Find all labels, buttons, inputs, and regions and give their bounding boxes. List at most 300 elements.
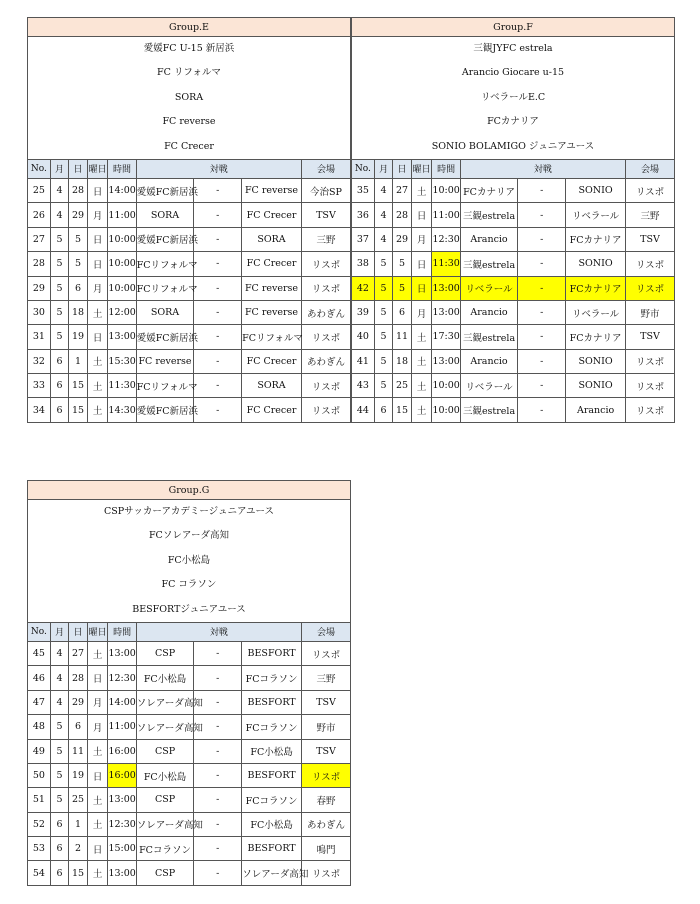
- match-no: 42: [352, 276, 375, 300]
- col-header-weekday: 曜日: [87, 622, 108, 641]
- match-month: 5: [50, 227, 68, 251]
- match-no: 28: [28, 252, 51, 276]
- home-team: FC小松島: [136, 666, 194, 690]
- table-row: [28, 788, 351, 812]
- match-no: 32: [28, 349, 51, 373]
- match-weekday: 日: [87, 837, 108, 861]
- match-month: 4: [50, 690, 68, 714]
- team-name: SONIO BOLAMIGO ジュニアユース: [431, 140, 595, 152]
- match-no: 29: [28, 276, 51, 300]
- match-month: 4: [50, 178, 68, 202]
- match-month: 5: [374, 276, 392, 300]
- match-weekday: 土: [411, 178, 432, 202]
- col-header-day: 日: [69, 159, 87, 178]
- home-team: Arancio: [460, 300, 518, 324]
- match-weekday: 土: [87, 739, 108, 763]
- match-no: 53: [28, 837, 51, 861]
- match-no: 36: [352, 203, 375, 227]
- team-name: FCカナリア: [487, 116, 539, 128]
- table-row: [352, 300, 675, 324]
- vs-separator: -: [194, 666, 242, 690]
- match-time: 13:00: [108, 861, 136, 885]
- match-no: 51: [28, 788, 51, 812]
- table-row: [28, 739, 351, 763]
- home-team: 愛媛FC新居浜: [136, 325, 194, 349]
- away-team: ソレアーダ高知: [242, 861, 302, 885]
- match-time: 17:30: [432, 325, 460, 349]
- home-team: CSP: [136, 788, 194, 812]
- match-time: 14:00: [108, 690, 136, 714]
- away-team: SORA: [242, 227, 302, 251]
- col-header-month: 月: [374, 159, 392, 178]
- vs-separator: -: [518, 252, 566, 276]
- match-time: 10:00: [432, 178, 460, 202]
- col-header-time: 時間: [108, 159, 136, 178]
- away-team: リベラール: [566, 203, 626, 227]
- col-header-time: 時間: [108, 622, 136, 641]
- match-no: 45: [28, 641, 51, 665]
- match-time: 14:00: [108, 178, 136, 202]
- away-team: SONIO: [566, 252, 626, 276]
- match-day: 28: [69, 666, 87, 690]
- col-header-day: 日: [69, 622, 87, 641]
- match-weekday: 月: [87, 715, 108, 739]
- away-team: FC reverse: [242, 178, 302, 202]
- table-row: [28, 276, 351, 300]
- table-row: [352, 227, 675, 251]
- team-list: [352, 37, 675, 160]
- home-team: CSP: [136, 641, 194, 665]
- away-team: Arancio: [566, 398, 626, 422]
- match-no: 52: [28, 812, 51, 836]
- match-time: 16:00: [108, 739, 136, 763]
- home-team: リベラール: [460, 276, 518, 300]
- table-row: [352, 325, 675, 349]
- match-month: 5: [374, 349, 392, 373]
- vs-separator: -: [518, 325, 566, 349]
- match-time: 10:00: [108, 252, 136, 276]
- away-team: FC小松島: [242, 739, 302, 763]
- match-weekday: 土: [87, 788, 108, 812]
- match-no: 25: [28, 178, 51, 202]
- match-venue: あわぎん: [301, 300, 350, 324]
- table-row: [352, 398, 675, 422]
- match-weekday: 土: [87, 300, 108, 324]
- match-no: 34: [28, 398, 51, 422]
- away-team: SONIO: [566, 349, 626, 373]
- match-month: 4: [50, 203, 68, 227]
- home-team: リベラール: [460, 374, 518, 398]
- match-venue: 春野: [301, 788, 350, 812]
- team-name: Arancio Giocare u-15: [461, 67, 565, 79]
- match-weekday: 土: [87, 398, 108, 422]
- away-team: FC reverse: [242, 300, 302, 324]
- match-weekday: 月: [411, 300, 432, 324]
- vs-separator: -: [194, 325, 242, 349]
- home-team: ソレアーダ高知: [136, 715, 194, 739]
- match-day: 15: [69, 398, 87, 422]
- home-team: 三観estrela: [460, 398, 518, 422]
- match-no: 46: [28, 666, 51, 690]
- match-day: 1: [69, 812, 87, 836]
- vs-separator: -: [194, 349, 242, 373]
- match-weekday: 日: [411, 276, 432, 300]
- match-day: 15: [393, 398, 411, 422]
- match-day: 15: [69, 374, 87, 398]
- match-no: 38: [352, 252, 375, 276]
- match-day: 15: [69, 861, 87, 885]
- vs-separator: -: [194, 203, 242, 227]
- match-no: 31: [28, 325, 51, 349]
- match-time: 16:00: [108, 763, 136, 787]
- away-team: BESFORT: [242, 641, 302, 665]
- match-month: 4: [374, 227, 392, 251]
- match-no: 30: [28, 300, 51, 324]
- table-row: [28, 300, 351, 324]
- home-team: ソレアーダ高知: [136, 690, 194, 714]
- match-venue: リスポ: [301, 861, 350, 885]
- vs-separator: -: [194, 763, 242, 787]
- group-e-table: [27, 17, 351, 423]
- match-day: 5: [69, 227, 87, 251]
- table-row: [28, 398, 351, 422]
- match-venue: 野市: [301, 715, 350, 739]
- col-header-no: No.: [28, 622, 51, 641]
- col-header-match: 対戦: [460, 159, 625, 178]
- match-weekday: 土: [411, 325, 432, 349]
- match-month: 6: [50, 837, 68, 861]
- vs-separator: -: [194, 812, 242, 836]
- home-team: CSP: [136, 861, 194, 885]
- match-time: 15:30: [108, 349, 136, 373]
- match-venue: リスポ: [301, 374, 350, 398]
- match-day: 19: [69, 325, 87, 349]
- match-venue: TSV: [625, 325, 674, 349]
- vs-separator: -: [194, 861, 242, 885]
- away-team: BESFORT: [242, 763, 302, 787]
- match-day: 11: [393, 325, 411, 349]
- match-month: 6: [50, 349, 68, 373]
- match-no: 39: [352, 300, 375, 324]
- team-name: リベラールE.C: [480, 91, 546, 103]
- match-weekday: 日: [87, 325, 108, 349]
- match-month: 5: [374, 325, 392, 349]
- col-header-weekday: 曜日: [87, 159, 108, 178]
- vs-separator: -: [518, 203, 566, 227]
- vs-separator: -: [194, 300, 242, 324]
- match-day: 28: [393, 203, 411, 227]
- table-row: [28, 641, 351, 665]
- col-header-no: No.: [352, 159, 375, 178]
- match-month: 5: [50, 763, 68, 787]
- match-weekday: 日: [87, 666, 108, 690]
- match-no: 37: [352, 227, 375, 251]
- table-row: [28, 812, 351, 836]
- team-name: 三観JYFC estrela: [473, 43, 553, 54]
- match-no: 41: [352, 349, 375, 373]
- match-venue: リスポ: [625, 398, 674, 422]
- vs-separator: -: [194, 227, 242, 251]
- team-name: FC reverse: [162, 116, 216, 128]
- team-name: FC Crecer: [164, 140, 214, 152]
- table-row: [352, 252, 675, 276]
- home-team: FC小松島: [136, 763, 194, 787]
- match-time: 12:30: [432, 227, 460, 251]
- away-team: FC Crecer: [242, 203, 302, 227]
- away-team: FCコラソン: [242, 715, 302, 739]
- match-month: 6: [50, 398, 68, 422]
- group-g-table: [27, 480, 351, 886]
- match-weekday: 土: [87, 349, 108, 373]
- match-day: 29: [69, 203, 87, 227]
- match-venue: リスポ: [625, 178, 674, 202]
- team-name: BESFORTジュニアユース: [132, 603, 246, 615]
- match-venue: 野市: [625, 300, 674, 324]
- table-row: [28, 227, 351, 251]
- match-no: 43: [352, 374, 375, 398]
- away-team: FCリフォルマ: [242, 325, 302, 349]
- table-row: [28, 763, 351, 787]
- home-team: FC reverse: [136, 349, 194, 373]
- match-time: 13:00: [108, 641, 136, 665]
- group-title: Group.G: [28, 481, 351, 500]
- vs-separator: -: [518, 227, 566, 251]
- vs-separator: -: [194, 398, 242, 422]
- match-time: 13:00: [432, 276, 460, 300]
- match-no: 26: [28, 203, 51, 227]
- away-team: FCカナリア: [566, 227, 626, 251]
- home-team: FCコラソン: [136, 837, 194, 861]
- away-team: FCコラソン: [242, 788, 302, 812]
- match-day: 6: [69, 276, 87, 300]
- match-weekday: 日: [87, 227, 108, 251]
- match-month: 5: [374, 374, 392, 398]
- match-no: 27: [28, 227, 51, 251]
- home-team: 三観estrela: [460, 252, 518, 276]
- match-month: 5: [50, 325, 68, 349]
- match-venue: 鳴門: [301, 837, 350, 861]
- match-no: 40: [352, 325, 375, 349]
- vs-separator: -: [194, 641, 242, 665]
- match-no: 54: [28, 861, 51, 885]
- match-day: 5: [69, 252, 87, 276]
- match-weekday: 日: [87, 178, 108, 202]
- match-month: 6: [50, 861, 68, 885]
- home-team: CSP: [136, 739, 194, 763]
- match-time: 11:30: [432, 252, 460, 276]
- match-venue: リスポ: [625, 252, 674, 276]
- home-team: 愛媛FC新居浜: [136, 398, 194, 422]
- match-day: 2: [69, 837, 87, 861]
- match-day: 29: [69, 690, 87, 714]
- match-time: 11:00: [108, 203, 136, 227]
- match-venue: あわぎん: [301, 812, 350, 836]
- away-team: リベラール: [566, 300, 626, 324]
- col-header-venue: 会場: [625, 159, 674, 178]
- col-header-month: 月: [50, 159, 68, 178]
- match-time: 14:30: [108, 398, 136, 422]
- match-month: 4: [50, 666, 68, 690]
- match-venue: 今治SP: [301, 178, 350, 202]
- match-venue: リスポ: [301, 763, 350, 787]
- match-time: 10:00: [108, 276, 136, 300]
- table-row: [352, 178, 675, 202]
- group-title: Group.E: [28, 18, 351, 37]
- home-team: 愛媛FC新居浜: [136, 178, 194, 202]
- home-team: FCリフォルマ: [136, 374, 194, 398]
- match-weekday: 月: [87, 203, 108, 227]
- match-venue: 三野: [301, 227, 350, 251]
- match-month: 5: [50, 788, 68, 812]
- match-month: 4: [374, 203, 392, 227]
- vs-separator: -: [518, 276, 566, 300]
- match-day: 1: [69, 349, 87, 373]
- match-month: 5: [50, 739, 68, 763]
- match-day: 25: [393, 374, 411, 398]
- match-venue: リスポ: [625, 276, 674, 300]
- match-time: 15:00: [108, 837, 136, 861]
- match-month: 6: [374, 398, 392, 422]
- match-venue: リスポ: [301, 641, 350, 665]
- table-row: [28, 666, 351, 690]
- vs-separator: -: [194, 715, 242, 739]
- vs-separator: -: [518, 398, 566, 422]
- vs-separator: -: [518, 349, 566, 373]
- table-row: [28, 325, 351, 349]
- vs-separator: -: [194, 739, 242, 763]
- match-weekday: 日: [411, 252, 432, 276]
- team-name: CSPサッカーアカデミージュニアユース: [103, 506, 275, 517]
- match-venue: 三野: [301, 666, 350, 690]
- match-time: 12:30: [108, 666, 136, 690]
- col-header-month: 月: [50, 622, 68, 641]
- match-time: 10:00: [432, 374, 460, 398]
- home-team: 三観estrela: [460, 203, 518, 227]
- home-team: Arancio: [460, 349, 518, 373]
- vs-separator: -: [194, 690, 242, 714]
- team-name: 愛媛FC U-15 新居浜: [143, 43, 235, 54]
- match-month: 6: [50, 374, 68, 398]
- home-team: FCカナリア: [460, 178, 518, 202]
- home-team: 愛媛FC新居浜: [136, 227, 194, 251]
- vs-separator: -: [194, 788, 242, 812]
- match-weekday: 月: [87, 690, 108, 714]
- match-weekday: 土: [411, 398, 432, 422]
- match-venue: 三野: [625, 203, 674, 227]
- match-venue: リスポ: [301, 276, 350, 300]
- col-header-match: 対戦: [136, 159, 301, 178]
- col-header-match: 対戦: [136, 622, 301, 641]
- match-day: 5: [393, 276, 411, 300]
- match-day: 19: [69, 763, 87, 787]
- match-venue: TSV: [625, 227, 674, 251]
- team-name: FC コラソン: [161, 579, 217, 591]
- vs-separator: -: [518, 178, 566, 202]
- match-month: 5: [50, 715, 68, 739]
- vs-separator: -: [194, 178, 242, 202]
- match-time: 10:00: [432, 398, 460, 422]
- col-header-time: 時間: [432, 159, 460, 178]
- match-venue: リスポ: [301, 325, 350, 349]
- home-team: SORA: [136, 203, 194, 227]
- table-row: [28, 349, 351, 373]
- match-day: 5: [393, 252, 411, 276]
- home-team: Arancio: [460, 227, 518, 251]
- team-name: FC リフォルマ: [157, 67, 221, 79]
- match-month: 5: [50, 252, 68, 276]
- match-time: 11:30: [108, 374, 136, 398]
- match-day: 25: [69, 788, 87, 812]
- match-no: 35: [352, 178, 375, 202]
- vs-separator: -: [194, 252, 242, 276]
- match-weekday: 月: [411, 227, 432, 251]
- match-time: 13:00: [108, 325, 136, 349]
- match-month: 5: [374, 252, 392, 276]
- match-day: 18: [69, 300, 87, 324]
- match-day: 29: [393, 227, 411, 251]
- col-header-venue: 会場: [301, 159, 350, 178]
- away-team: FC Crecer: [242, 349, 302, 373]
- match-month: 5: [374, 300, 392, 324]
- away-team: FC小松島: [242, 812, 302, 836]
- vs-separator: -: [194, 276, 242, 300]
- match-no: 50: [28, 763, 51, 787]
- match-weekday: 日: [87, 763, 108, 787]
- col-header-day: 日: [393, 159, 411, 178]
- home-team: ソレアーダ高知: [136, 812, 194, 836]
- table-row: [352, 203, 675, 227]
- match-weekday: 日: [411, 203, 432, 227]
- vs-separator: -: [194, 374, 242, 398]
- match-time: 12:00: [108, 300, 136, 324]
- away-team: SONIO: [566, 178, 626, 202]
- match-time: 10:00: [108, 227, 136, 251]
- match-weekday: 土: [411, 374, 432, 398]
- col-header-venue: 会場: [301, 622, 350, 641]
- vs-separator: -: [518, 374, 566, 398]
- team-list: [28, 500, 351, 623]
- match-time: 13:00: [432, 300, 460, 324]
- match-time: 13:00: [432, 349, 460, 373]
- table-row: [28, 861, 351, 885]
- match-no: 44: [352, 398, 375, 422]
- vs-separator: -: [518, 300, 566, 324]
- team-name: FCソレアーダ高知: [148, 530, 230, 542]
- table-row: [28, 837, 351, 861]
- match-venue: リスポ: [625, 374, 674, 398]
- away-team: BESFORT: [242, 837, 302, 861]
- match-weekday: 土: [87, 812, 108, 836]
- match-venue: リスポ: [625, 349, 674, 373]
- away-team: SONIO: [566, 374, 626, 398]
- table-row: [352, 276, 675, 300]
- match-day: 18: [393, 349, 411, 373]
- match-venue: あわぎん: [301, 349, 350, 373]
- table-row: [28, 203, 351, 227]
- home-team: FCリフォルマ: [136, 276, 194, 300]
- col-header-no: No.: [28, 159, 51, 178]
- match-time: 11:00: [108, 715, 136, 739]
- table-row: [28, 374, 351, 398]
- away-team: FC Crecer: [242, 398, 302, 422]
- match-time: 13:00: [108, 788, 136, 812]
- away-team: SORA: [242, 374, 302, 398]
- home-team: SORA: [136, 300, 194, 324]
- match-venue: リスポ: [301, 252, 350, 276]
- away-team: FC reverse: [242, 276, 302, 300]
- match-no: 47: [28, 690, 51, 714]
- match-weekday: 月: [87, 276, 108, 300]
